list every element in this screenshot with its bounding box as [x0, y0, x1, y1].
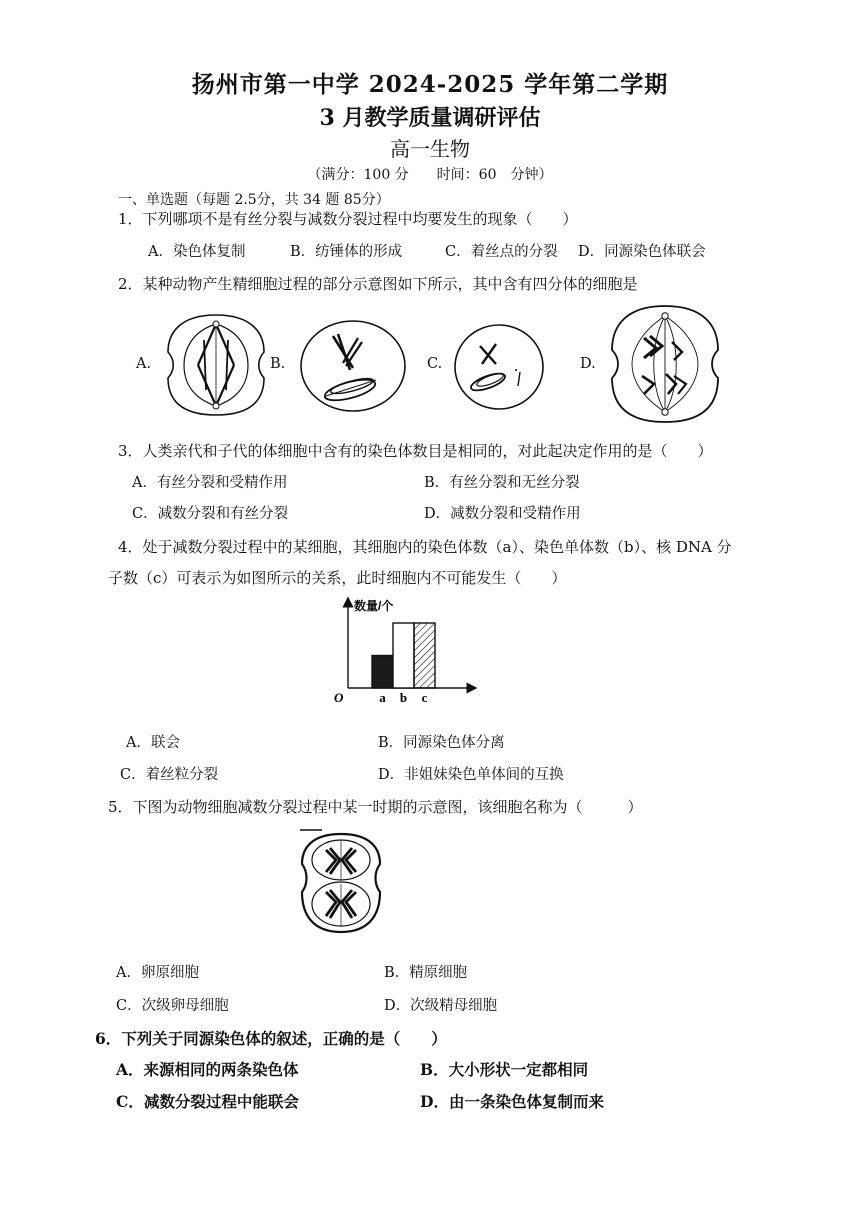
- bar-label-b: b: [399, 690, 408, 705]
- question-3-option-a: A．有丝分裂和受精作用: [132, 475, 288, 491]
- cell-figure-q5: [298, 828, 384, 936]
- exam-subtitle: 3 月教学质量调研评估: [319, 105, 541, 131]
- question-6-stem: 6．下列关于同源染色体的叙述，正确的是（ ）: [95, 1029, 447, 1048]
- question-3-option-b: B．有丝分裂和无丝分裂: [424, 475, 580, 491]
- subject-title: 高一生物: [390, 137, 470, 161]
- question-5-option-c: C．次级卵母细胞: [116, 998, 229, 1014]
- bar-label-a: a: [379, 690, 386, 705]
- cell-figure-c: [452, 322, 546, 412]
- question-3-option-c: C．减数分裂和有丝分裂: [132, 506, 289, 522]
- question-1-option-a: A．染色体复制: [148, 244, 246, 260]
- chart-y-label: 数量/个: [354, 599, 394, 613]
- cell-figure-b: [298, 318, 408, 414]
- question-4-option-d: D．非姐妹染色单体间的互换: [378, 767, 564, 783]
- question-5-stem: 5．下图为动物细胞减数分裂过程中某一时期的示意图，该细胞名称为（ ）: [108, 798, 643, 816]
- bar-a: [372, 656, 393, 689]
- bar-chart: [320, 596, 480, 708]
- question-5-option-d: D．次级精母细胞: [384, 998, 498, 1014]
- question-5-option-b: B．精原细胞: [384, 965, 468, 981]
- question-6-option-c: C．减数分裂过程中能联会: [116, 1092, 299, 1111]
- question-5-option-a: A．卵原细胞: [116, 965, 199, 981]
- figure-label-d: D.: [580, 356, 596, 372]
- section-heading: 一、单选题（每题 2.5分，共 34 题 85分）: [118, 192, 390, 208]
- question-4-option-b: B．同源染色体分离: [378, 735, 505, 751]
- question-6-option-a: A．来源相同的两条染色体: [116, 1060, 299, 1079]
- chart-origin-label: O: [334, 690, 344, 705]
- question-3-option-d: D．减数分裂和受精作用: [424, 506, 581, 522]
- figure-label-a: A.: [136, 356, 152, 372]
- question-4-stem-line2: 子数（c）可表示为如图所示的关系，此时细胞内不可能发生（ ）: [108, 569, 567, 587]
- figure-label-c: C.: [427, 356, 443, 372]
- question-4-option-c: C．着丝粒分裂: [120, 767, 219, 783]
- exam-info: （满分：100 分 时间：60 分钟）: [307, 167, 553, 183]
- question-1-option-b: B．纺锤体的形成: [290, 244, 403, 260]
- bar-b: [393, 623, 414, 688]
- bar-label-c: c: [421, 690, 428, 705]
- question-6-option-d: D．由一条染色体复制而来: [420, 1092, 604, 1111]
- exam-title: 扬州市第一中学 2024-2025 学年第二学期: [191, 71, 669, 98]
- cell-figure-d: [606, 302, 724, 426]
- figure-label-b: B.: [270, 356, 286, 372]
- cell-figure-a: [160, 312, 272, 418]
- question-1-stem: 1．下列哪项不是有丝分裂与减数分裂过程中均要发生的现象（ ）: [118, 210, 578, 228]
- bar-c: [414, 623, 435, 688]
- question-1-option-d: D．同源染色体联会: [578, 244, 706, 260]
- question-3-stem: 3．人类亲代和子代的体细胞中含有的染色体数目是相同的，对此起决定作用的是（ ）: [118, 442, 713, 460]
- question-4-option-a: A．联会: [126, 735, 180, 751]
- question-6-option-b: B．大小形状一定都相同: [420, 1060, 589, 1079]
- question-2-stem: 2．某种动物产生精细胞过程的部分示意图如下所示，其中含有四分体的细胞是: [118, 275, 638, 293]
- question-1-option-c: C．着丝点的分裂: [445, 244, 558, 260]
- question-4-stem-line1: 4．处于减数分裂过程中的某细胞，其细胞内的染色体数（a）、染色单体数（b）、核 DNA 分: [118, 538, 732, 556]
